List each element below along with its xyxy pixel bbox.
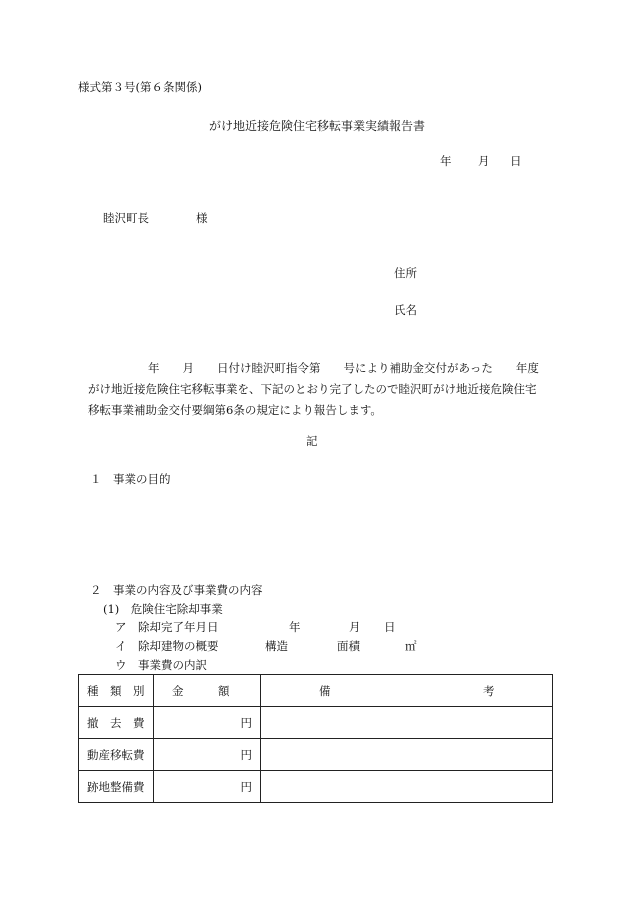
- row-amount-input[interactable]: 円: [154, 707, 261, 739]
- applicant-name-label: 氏名: [394, 303, 417, 317]
- date-month-label: 月: [478, 154, 490, 168]
- form-number: 様式第３号(第６条関係): [78, 80, 202, 94]
- area-label: 面積: [337, 639, 360, 653]
- body-line: 移転事業補助金交付要綱第6条の規定により報告します。: [88, 403, 382, 417]
- cost-breakdown-table: [78, 674, 553, 803]
- row-type: 跡地整備費: [79, 771, 154, 803]
- area-unit-label: ㎡: [405, 639, 417, 653]
- body-line: がけ地近接危険住宅移転事業を、下記のとおり完了したので睦沢町がけ地近接危険住宅: [88, 382, 537, 396]
- header-type-cell: [79, 675, 154, 707]
- date-year-label: 年: [440, 154, 452, 168]
- document-title: がけ地近接危険住宅移転事業実績報告書: [209, 119, 426, 133]
- header-type: 種 類 別: [87, 683, 145, 698]
- cost-breakdown-label: ウ 事業費の内訳: [115, 658, 207, 672]
- ki-heading: 記: [306, 434, 318, 448]
- demolition-year-label: 年: [289, 620, 301, 634]
- section-2-heading: ２ 事業の内容及び事業費の内容: [90, 583, 263, 597]
- row-remarks-input[interactable]: [261, 739, 553, 771]
- body-line: 年 月 日付け睦沢町指令第 号により補助金交付があった 年度: [148, 361, 539, 375]
- addressee-name: 睦沢町長: [103, 211, 149, 225]
- report-body: [88, 358, 564, 421]
- row-type: 動産移転費: [79, 739, 154, 771]
- table-row: [79, 739, 553, 771]
- row-remarks-input[interactable]: [261, 707, 553, 739]
- table-row: [79, 707, 553, 739]
- table-row: [79, 771, 553, 803]
- addressee-honorific: 様: [196, 211, 208, 225]
- row-type: 撤 去 費: [79, 707, 154, 739]
- row-remarks-input[interactable]: [261, 771, 553, 803]
- header-amount-cell: [154, 675, 261, 707]
- header-remarks-cell: [261, 675, 553, 707]
- demolition-month-label: 月: [349, 620, 361, 634]
- subsection-1-heading: (1) 危険住宅除却事業: [103, 602, 223, 616]
- header-amount: 金 額: [172, 683, 230, 698]
- applicant-address-label: 住所: [394, 266, 417, 280]
- structure-label: 構造: [265, 639, 288, 653]
- section-1-heading: １ 事業の目的: [90, 472, 171, 486]
- header-remarks-2: 考: [483, 683, 495, 698]
- table-header-row: [79, 675, 553, 707]
- header-remarks-1: 備: [319, 683, 331, 698]
- row-amount-input[interactable]: 円: [154, 771, 261, 803]
- date-day-label: 日: [510, 154, 522, 168]
- demolition-day-label: 日: [384, 620, 396, 634]
- building-overview-label: イ 除却建物の概要: [115, 639, 219, 653]
- row-amount-input[interactable]: 円: [154, 739, 261, 771]
- demolition-date-label: ア 除却完了年月日: [115, 620, 219, 634]
